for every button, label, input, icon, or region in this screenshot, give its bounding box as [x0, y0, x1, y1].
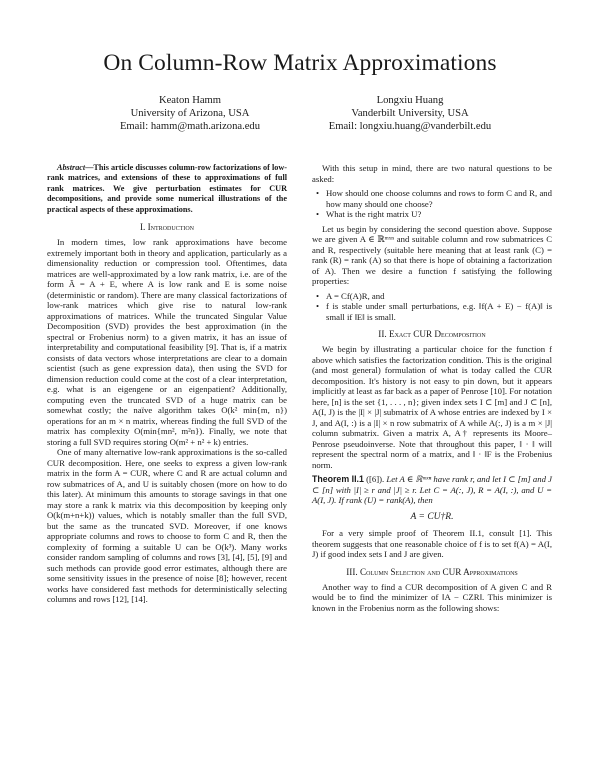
- author-name: Longxiu Huang: [376, 95, 444, 106]
- author-email: Email: longxiu.huang@vanderbilt.edu: [328, 121, 492, 132]
- list-item: • A = Cf(A)R, and: [312, 291, 552, 302]
- theorem-label: Theorem II.1: [312, 474, 364, 484]
- paragraph: One of many alternative low-rank approximations is the so-called CUR decomposition. Here, one seeks to express a given low-rank matrix in the form A = CUR, where C and R are actual column and row submatrices of A, and U is suitably chosen (more on how to do this later). At minimum this amounts to storage savings in that one may store a rank k matrix via this decomposition by keeping only O(k(m+n+k)) values, which is notably smaller than the full SVD, but the same as the truncated SVD. Moreover, if one knows appropriate columns and rows to choose to form C and R, then the complexity of forming a suitable U can be O(k³). Many works consider random sampling of columns and rows [3], [4], [5], [9] and such methods can provide good error estimates, although there are some sensitivity issues in the presence of noise [8]; however, recent works have considered fast methods for deterministically selecting columns and rows [12], [14].: [47, 447, 287, 605]
- author-name: Keaton Hamm: [158, 95, 222, 106]
- theorem: [312, 474, 552, 506]
- paper-title: On Column-Row Matrix Approximations: [103, 50, 497, 76]
- paragraph: With this setup in mind, there are two natural questions to be asked:: [312, 163, 552, 184]
- equation: A = CU†R.: [410, 511, 454, 522]
- author-affiliation: University of Arizona, USA: [130, 108, 250, 119]
- theorem-body: Let A ∈ ℝᵐˣⁿ have rank r, and let I ⊂ [m] and J ⊂ [n] with |I| ≥ r and |J| ≥ r. Let C = A(:, J), R = A(I, :), and U = A(I, J). If rank (U) = rank(A), then: [312, 474, 553, 505]
- paragraph: Another way to find a CUR decomposition of A given C and R would be to find the minimizer of ‖A − CZR‖. This minimizer is known in the Frobenius norm as the following shows:: [312, 581, 552, 613]
- author-email: Email: hamm@math.arizona.edu: [119, 121, 261, 132]
- section-heading-introduction: I. Introduction: [139, 222, 195, 233]
- author-block-2: [290, 94, 530, 133]
- theorem-citation: ([6]).: [366, 474, 385, 484]
- list-item: • How should one choose columns and rows to form C and R, and how many should one choose?: [312, 188, 552, 209]
- abstract-text: —This article discusses column-row factorizations of low-rank matrices, and extensions of these to approximations of full rank matrices. We give perturbation estimates for CUR decompositions, and provide some numerical illustrations of the practical aspects of these approximations.: [47, 163, 287, 214]
- left-column: [47, 163, 287, 605]
- abstract: [47, 163, 287, 215]
- list-item: • f is stable under small perturbations, e.g. ‖f(A + E) − f(A)‖ is small if ‖E‖ is small.: [312, 301, 552, 322]
- paragraph: For a very simple proof of Theorem II.1, consult [1]. This theorem suggests that one reasonable choice of f is to set f(A) = A(I, J) if good index sets I and J are given.: [312, 528, 552, 559]
- author-block-1: [70, 94, 310, 133]
- section-heading-column-selection: III. Column Selection and CUR Approximations: [346, 566, 518, 577]
- paragraph: In modern times, low rank approximations have become extremely important both in theory and application, particularly as a dimensionality reduction or compression tool. Oftentimes, data matrices are well-approximated by a low rank matrix, i.e. are of the form Ã = A + E, where A is low rank and E is some noise (deterministic or random). There are many classical factorizations of low-rank matrices which give rise to natural low-rank approximations of matrices. While the truncated Singular Value Decomposition (SVD) provides the best approximation (in the spectral or Frobenius norm) to a given matrix, it has an issue of interpretability and computational feasibility [9]. That is, if a matrix consists of data vectors whose interpretations are clear to a domain scientist (such as gene expression data), then using the SVD for dimension reduction could come at the cost of a clear interpretation, e.g. what is an eigengene or an eigenpatient? Additionally, computing even the truncated SVD of a huge matrix can be somewhat costly; the naïve algorithm takes O(k² min{m, n}) operations for an m × n matrix, whereas finding the full SVD of the matrix has complexity O(min{mn², m²n}). Finally, we note that storing a full SVD requires storing O(m² + n² + k) entries.: [47, 237, 287, 447]
- section-heading-exact-cur: II. Exact CUR Decomposition: [378, 329, 486, 339]
- paragraph: Let us begin by considering the second question above. Suppose we are given A ∈ ℝᵐˣⁿ and suitable column and row submatrices C and R, respectively (suitable here meaning that at least rank (C) = rank (R) = rank (A) so that there is hope of obtaining a factorization of A). Then we desire a function f satisfying the following properties:: [312, 223, 552, 286]
- author-affiliation: Vanderbilt University, USA: [351, 108, 469, 119]
- abstract-lead: Abstract: [57, 163, 86, 172]
- right-column: [312, 163, 552, 613]
- paragraph: We begin by illustrating a particular choice for the function f above which satisfies the factorization condition. This is the original (and most general) formulation of what is today called the CUR decomposition. It's history is not easy to pin down, but it appears implicitly at least as far back as a paper of Penrose [10]. For notation here, [n] is the set {1, . . . , n}; given index sets I ⊂ [m] and J ⊂ [n], A(I, J) is the |I| × |J| submatrix of A whose entries are indexed by I × J, and A(I, :) is a |I| × n row submatrix of A while A(:, J) is a m × |J| column submatrix. Given a matrix A, A† represents its Moore–Penrose pseudoinverse. Note that throughout this paper, ‖ · ‖ will represent the spectral norm of a matrix, and ‖ · ‖F is the Frobenius norm.: [312, 344, 552, 470]
- list-item: • What is the right matrix U?: [312, 209, 552, 220]
